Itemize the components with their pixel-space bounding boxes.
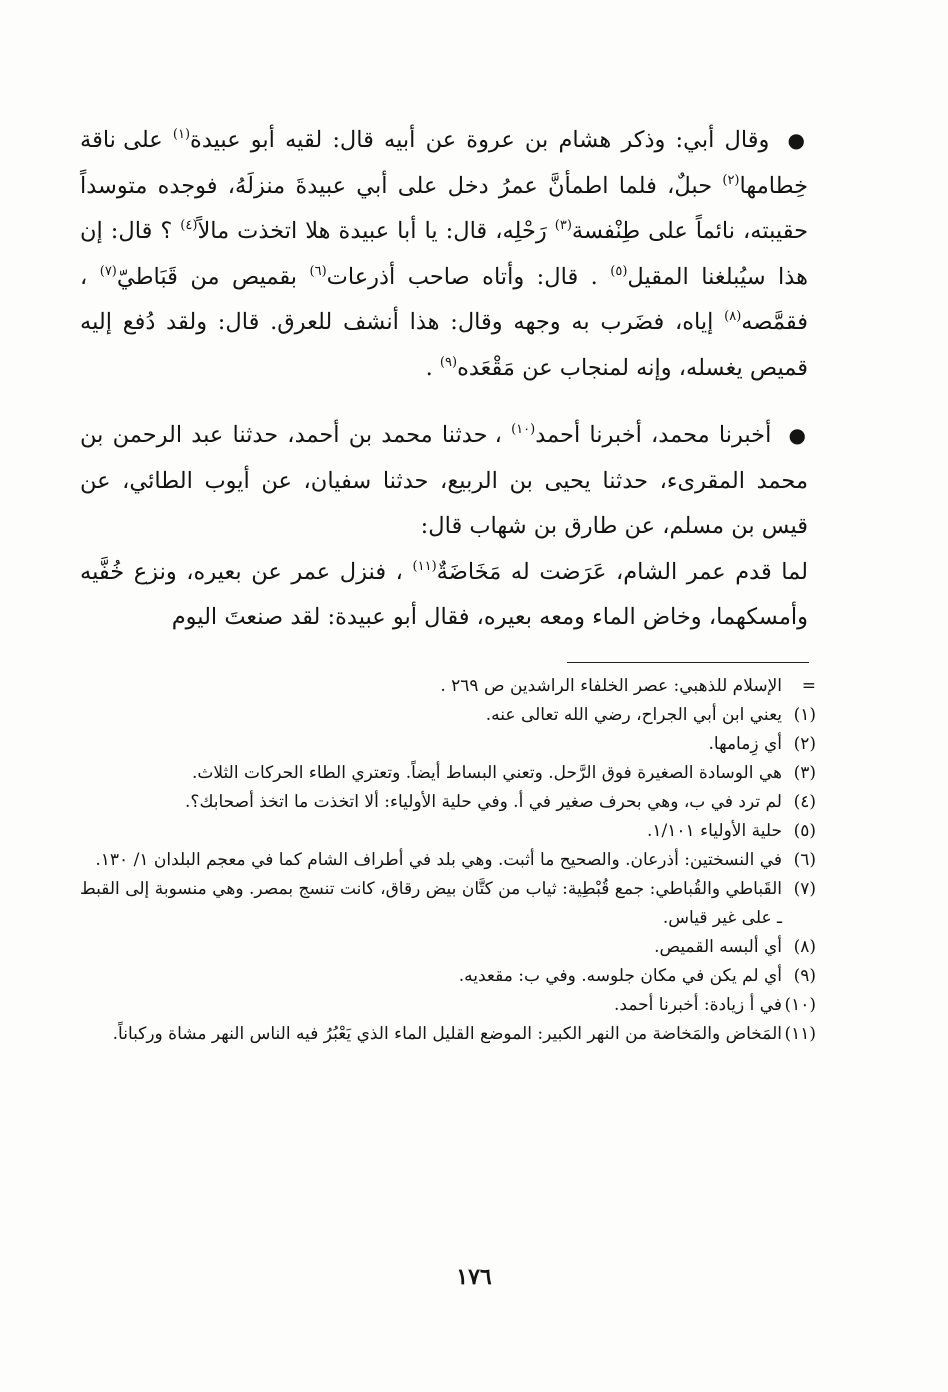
text-run: أخبرنا محمد، أخبرنا أحمد	[535, 422, 772, 448]
footnote-ref[interactable]: (٩)	[439, 354, 458, 370]
text-run: إياه، فضَرب به وجهه وقال: هذا أنشف للعرق. قال: ولقد دُفع إليه قميص يغسله، وإنه لمنجاب عن مَقْعَده	[80, 309, 808, 381]
page-number: ١٧٦	[456, 1264, 492, 1290]
main-text	[80, 118, 808, 641]
footnote-number: (٨)	[793, 937, 816, 957]
text-run: ، فقمَّصه	[80, 263, 808, 335]
text-run: على ناقة خِطامها	[80, 127, 808, 199]
footnote-number: (١٠)	[784, 995, 816, 1015]
paragraph-2	[80, 413, 808, 550]
footnote-ref[interactable]: (٨)	[724, 309, 742, 324]
footnote-text: حلية الأولياء ١/١٠١.	[647, 821, 782, 841]
footnote-divider	[567, 662, 809, 663]
footnote-text: هي الوسادة الصغيرة فوق الرَّحل. وتعني البساط أيضاً. وتعتري الطاء الحركات الثلاث.	[191, 763, 782, 783]
footnote-text: الإسلام للذهبي: عصر الخلفاء الراشدين ص ٢٦٩ .	[440, 676, 782, 696]
footnote-number: (٣)	[793, 763, 816, 783]
footnote	[80, 672, 816, 701]
footnote-text: المَخاض والمَخاضة من النهر الكبير: الموضع القليل الماء الذي يَعْبُرُ فيه الناس النهر مشاة وركباناً.	[112, 1024, 782, 1044]
text-run: ؟ قال: إن هذا سيُبلغنا المقيل	[80, 218, 808, 290]
footnote-ref[interactable]: (٦)	[309, 263, 327, 279]
footnote	[80, 759, 816, 788]
footnote-text: القَباطي والقُباطي: جمع قُبْطِية: ثياب من كتَّان بيض رقاق، كانت تنسج بمصر. وهي منسوبة إلى القبط ـ على غير قياس.	[80, 879, 782, 928]
footnote	[80, 730, 816, 759]
footnote	[80, 962, 816, 991]
footnote-number: (٩)	[793, 966, 816, 986]
footnote-number: (٤)	[793, 792, 816, 812]
footnote-number: (١)	[793, 705, 816, 725]
footnote-ref[interactable]: (١١)	[412, 558, 437, 574]
footnote-ref[interactable]: (١)	[172, 127, 191, 142]
bullet-icon: ●	[788, 423, 809, 447]
text-run: وقال أبي: وذكر هشام بن عروة عن أبيه قال: لقيه أبو عبيدة	[190, 127, 770, 153]
footnote-text: لم ترد في ب، وهي بحرف صغير في أ. وفي حلية الأولياء: ألا اتخذت ما اتخذ أصحابك؟.	[185, 792, 782, 812]
footnote-text: في أ زيادة: أخبرنا أحمد.	[614, 995, 782, 1015]
footnote	[80, 817, 816, 846]
footnote-ref[interactable]: (٣)	[554, 218, 572, 233]
footnote-number: (٦)	[793, 850, 816, 870]
footnote	[80, 1020, 816, 1049]
footnote	[80, 933, 816, 962]
text-run: رَحْلِه، قال: يا أبا عبيدة هلا اتخذت مالاً	[197, 218, 547, 244]
footnotes	[80, 672, 816, 1049]
paragraph-1	[80, 118, 808, 391]
footnote-number: (٥)	[793, 821, 816, 841]
text-run: .	[425, 354, 433, 381]
footnote	[80, 701, 816, 730]
footnote-number: (١١)	[784, 1024, 816, 1044]
footnote	[80, 991, 816, 1020]
footnote-ref[interactable]: (٤)	[180, 218, 198, 233]
text-run: بقميص من قَبَاطيّ	[116, 263, 298, 290]
footnote	[80, 846, 816, 875]
footnote-ref[interactable]: (١٠)	[511, 422, 536, 437]
footnote-ref[interactable]: (٧)	[99, 263, 117, 279]
text-run: . قال: وأتاه صاحب أذرعات	[326, 263, 598, 290]
footnote-text: أي ألبسه القميص.	[654, 937, 782, 957]
footnote-number: =	[801, 676, 816, 696]
text-run: ، حدثنا محمد بن أحمد، حدثنا عبد الرحمن بن محمد المقرىء، حدثنا يحيى بن الربيع، حدثنا سفيان، عن أيوب الطائي، عن قيس بن مسلم، عن طارق بن شهاب قال:	[80, 422, 808, 539]
footnote-ref[interactable]: (٥)	[610, 263, 628, 279]
footnote-text: في النسختين: أذرعان. والصحيح ما أثبت. وهي بلد في أطراف الشام كما في معجم البلدان ١/ ١٣٠.	[95, 850, 782, 870]
footnote	[80, 788, 816, 817]
footnote-text: أي زِمامها.	[708, 734, 782, 754]
footnote-number: (٧)	[793, 879, 816, 899]
text-run: ، فنزل عمر عن بعيره، ونزع خُفَّيه وأمسكهما، وخاض الماء ومعه بعيره، فقال أبو عبيدة: لقد صنعتَ اليوم	[80, 558, 808, 630]
footnote-text: أي لم يكن في مكان جلوسه. وفي ب: مقعديه.	[458, 966, 782, 986]
footnote-number: (٢)	[793, 734, 816, 754]
paragraph-3	[80, 550, 808, 641]
text-run: حبلٌ، فلما اطمأنَّ عمرُ دخل على أبي عبيدةَ منزلَهُ، فوجده متوسداً حقيبته، نائماً على طِنْفسة	[80, 172, 809, 244]
text-run: لما قدم عمر الشام، عَرَضت له مَخَاضَةٌ	[436, 558, 809, 585]
footnote-text: يعني ابن أبي الجراح، رضي الله تعالى عنه.	[485, 705, 782, 725]
footnote	[80, 875, 816, 933]
footnote-ref[interactable]: (٢)	[722, 172, 740, 188]
bullet-icon: ●	[787, 128, 809, 152]
